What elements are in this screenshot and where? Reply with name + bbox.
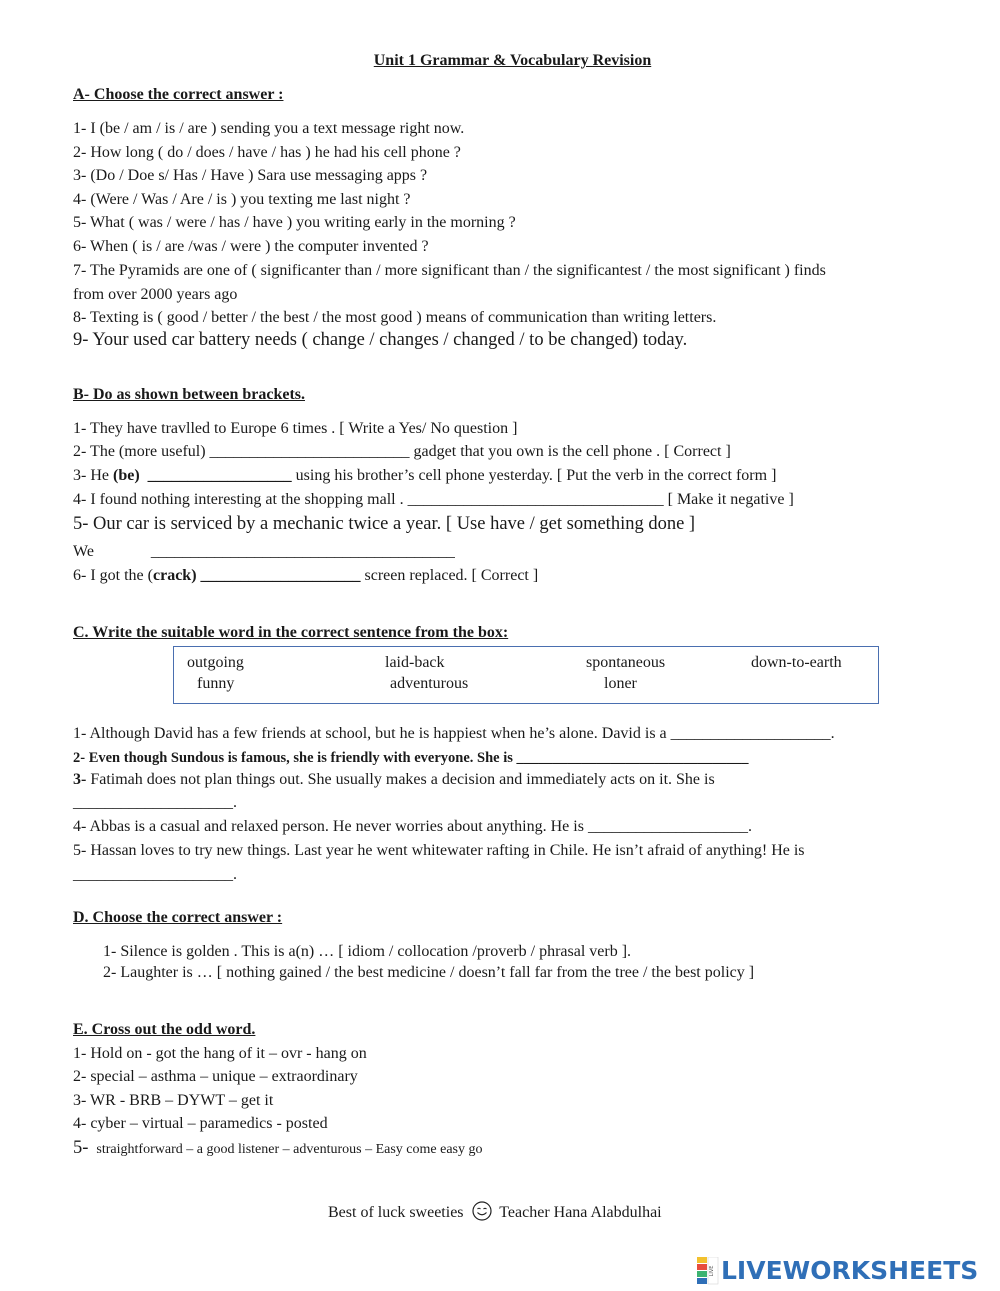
section-b-item-6-end: screen replaced. [ Correct ] xyxy=(360,567,539,584)
section-c-item-3 xyxy=(73,770,715,790)
section-d-item-2: 2- Laughter is … [ nothing gained / the best medicine / doesn’t fall far from the tree / the best policy ] xyxy=(103,964,755,981)
section-c-item-3-text: Fatimah does not plan things out. She usually makes a decision and immediately acts on it. She is xyxy=(86,771,715,788)
section-a-item-5: 5- What ( was / were / has / have ) you writing early in the morning ? xyxy=(73,214,516,231)
word-box-item: loner xyxy=(604,675,637,692)
section-a-item-7: 7- The Pyramids are one of ( significanter than / more significant than / the significantest / the most significant ) finds xyxy=(73,262,826,279)
section-d-heading: D. Choose the correct answer : xyxy=(73,909,283,926)
section-c-item-4: 4- Abbas is a casual and relaxed person. He never worries about anything. He is ____________________. xyxy=(73,818,752,835)
section-e-item-2: 2- special – asthma – unique – extraordinary xyxy=(73,1068,358,1085)
section-a-item-6: 6- When ( is / are /was / were ) the computer invented ? xyxy=(73,238,429,255)
section-b-item-5-answer xyxy=(73,542,455,562)
section-c-item-2-blank[interactable]: ________________________________ xyxy=(516,750,749,766)
word-box-item: spontaneous xyxy=(586,654,666,671)
footer-message: Best of luck sweeties xyxy=(328,1204,464,1222)
section-b-heading: B- Do as shown between brackets. xyxy=(73,386,305,403)
word-box-item: laid-back xyxy=(385,654,445,671)
section-e-item-1: 1- Hold on - got the hang of it – ovr - hang on xyxy=(73,1045,367,1062)
word-box-item: adventurous xyxy=(390,675,469,692)
section-b-item-3-verb: (be) xyxy=(112,467,140,484)
section-e-item-4: 4- cyber – virtual – paramedics - posted xyxy=(73,1115,328,1132)
page-title: Unit 1 Grammar & Vocabulary Revision xyxy=(373,52,652,69)
section-c-item-2 xyxy=(73,748,749,768)
liveworksheets-logo xyxy=(697,1255,978,1285)
section-b-item-2: 2- The (more useful) _________________________ gadget that you own is the cell phone . [ Correct ] xyxy=(73,443,731,460)
word-box-item: outgoing xyxy=(187,654,244,671)
section-b-item-5-blank[interactable]: ______________________________________ xyxy=(150,543,455,560)
section-e-item-5-text: straightforward – a good listener – adventurous – Easy come easy go xyxy=(96,1142,483,1157)
section-b-item-3 xyxy=(73,466,776,486)
section-a-item-8: 8- Texting is ( good / better / the best / the most good ) means of communication than writing letters. xyxy=(73,309,717,326)
section-c-item-1: 1- Although David has a few friends at school, but he is happiest when he’s alone. David is a ____________________. xyxy=(73,725,835,742)
word-box-item: funny xyxy=(197,675,235,692)
section-d-item-1: 1- Silence is golden . This is a(n) … [ idiom / collocation /proverb / phrasal verb ]. xyxy=(103,943,632,960)
section-e-item-5 xyxy=(73,1138,482,1160)
section-a-item-7-cont: from over 2000 years ago xyxy=(73,286,238,303)
smiley-icon xyxy=(472,1201,492,1226)
section-e-item-5-number: 5- xyxy=(73,1138,89,1158)
section-b-item-5-we: We xyxy=(73,543,94,560)
section-b-item-6 xyxy=(73,566,538,586)
section-a-item-3: 3- (Do / Doe s/ Has / Have ) Sara use messaging apps ? xyxy=(73,167,428,184)
section-a-item-2: 2- How long ( do / does / have / has ) he had his cell phone ? xyxy=(73,144,461,161)
section-b-item-1: 1- They have travlled to Europe 6 times . [ Write a Yes/ No question ] xyxy=(73,420,518,437)
section-b-item-3-end: using his brother’s cell phone yesterday. [ Put the verb in the correct form ] xyxy=(291,467,777,484)
section-b-item-6-start: 6- I got the ( xyxy=(73,567,153,584)
section-b-item-4: 4- I found nothing interesting at the shopping mall . ________________________________ [ Make it negative ] xyxy=(73,491,794,508)
logo-text: LIVEWORKSHEETS xyxy=(721,1255,979,1285)
section-c-heading: C. Write the suitable word in the correct sentence from the box: xyxy=(73,624,509,641)
section-a-item-9: 9- Your used car battery needs ( change / changes / changed / to be changed) today. xyxy=(73,330,688,350)
section-e-heading: E. Cross out the odd word. xyxy=(73,1021,256,1038)
section-a-heading: A- Choose the correct answer : xyxy=(73,86,284,103)
logo-side-letters: LIVE xyxy=(709,1265,715,1277)
section-c-item-5: 5- Hassan loves to try new things. Last year he went whitewater rafting in Chile. He isn’t afraid of anything! He is xyxy=(73,842,805,859)
word-box xyxy=(173,646,879,704)
logo-blocks-icon xyxy=(697,1257,719,1283)
section-b-item-6-word: crack) xyxy=(152,567,197,584)
section-b-item-5: 5- Our car is serviced by a mechanic twice a year. [ Use have / get something done ] xyxy=(73,514,696,534)
section-c-item-3-blank[interactable]: ____________________. xyxy=(73,794,237,811)
footer-teacher: Teacher Hana Alabdulhai xyxy=(499,1204,662,1222)
section-a-item-4: 4- (Were / Was / Are / is ) you texting me last night ? xyxy=(73,191,411,208)
section-e-item-3: 3- WR - BRB – DYWT – get it xyxy=(73,1092,274,1109)
section-c-item-3-number: 3- xyxy=(73,771,87,788)
section-b-item-3-start: 3- He xyxy=(73,467,113,484)
section-b-item-6-blank[interactable]: ____________________ xyxy=(200,567,361,584)
section-b-item-3-blank[interactable]: __________________ xyxy=(147,467,292,484)
section-c-item-5-blank[interactable]: ____________________. xyxy=(73,866,237,883)
section-a-item-1: 1- I (be / am / is / are ) sending you a text message right now. xyxy=(73,120,465,137)
section-c-item-2-text: 2- Even though Sundous is famous, she is friendly with everyone. She is xyxy=(73,750,517,766)
word-box-item: down-to-earth xyxy=(751,654,842,671)
footer xyxy=(328,1201,662,1226)
